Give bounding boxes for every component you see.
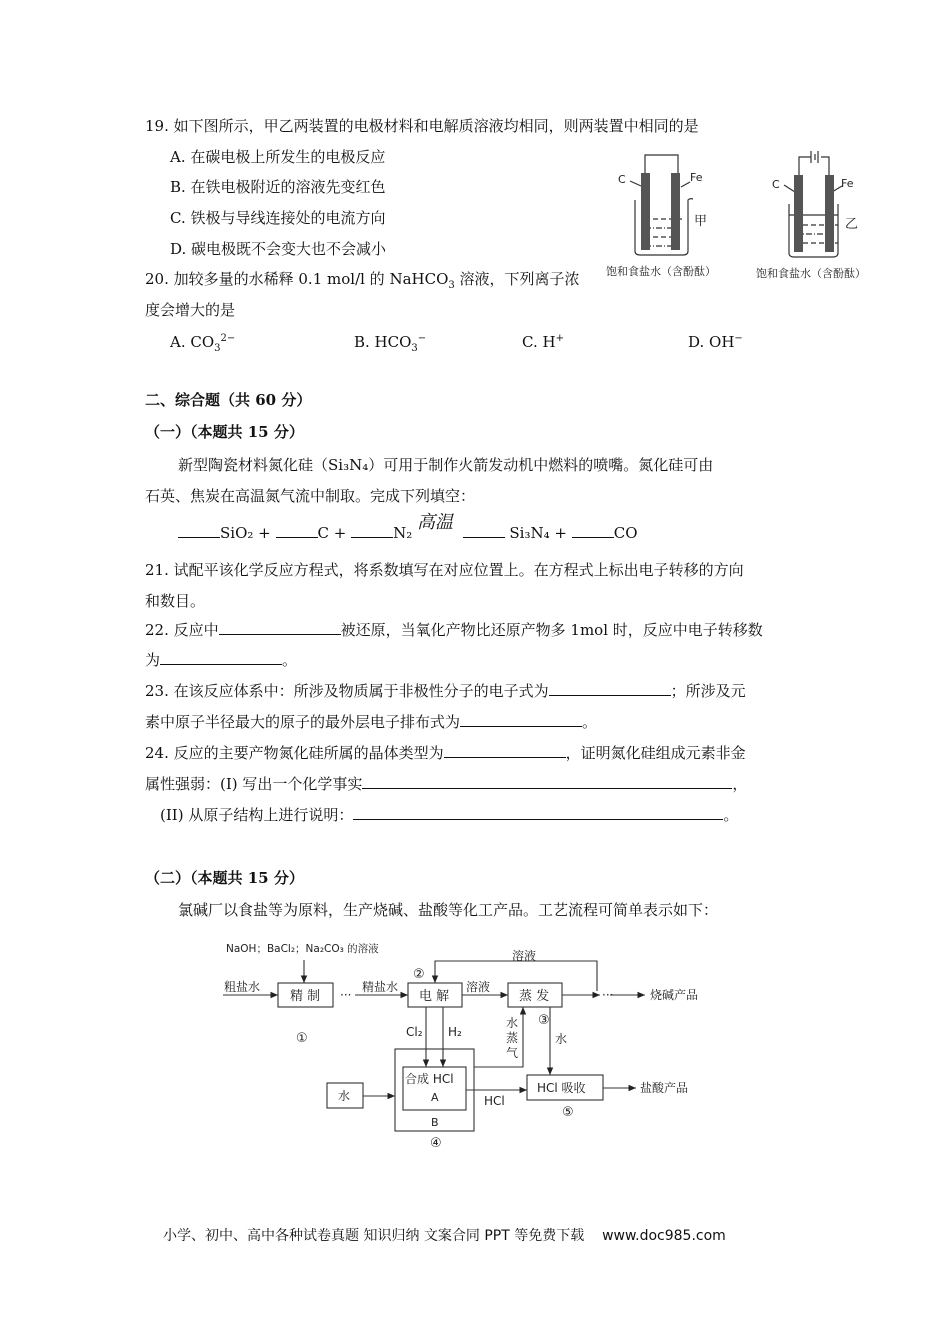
carbon-electrode-yi xyxy=(794,175,803,252)
text: 被还原，当氧化产物比还原产物多 1mol 时，反应中电子转移数 xyxy=(340,621,763,639)
reaction-condition: 高温 xyxy=(417,512,454,533)
label-fe: Fe xyxy=(690,171,703,184)
sup: − xyxy=(417,333,427,344)
label-a: A xyxy=(431,1091,439,1104)
synthesis-box-a xyxy=(403,1067,466,1110)
q19-option-a: A. 在碳电极上所发生的电极反应 xyxy=(170,148,386,166)
step-3: ③ xyxy=(538,1013,550,1028)
eq-term: N₂ xyxy=(393,524,413,542)
label-c: C xyxy=(772,178,780,191)
water-box xyxy=(327,1083,363,1108)
answer-blank[interactable] xyxy=(219,620,341,635)
synthesis-label: 合成 HCl xyxy=(405,1072,454,1086)
iron-electrode-yi xyxy=(825,175,834,252)
footer-text: 小学、初中、高中各种试卷真题 知识归纳 文案合同 PPT 等免费下载 xyxy=(163,1228,585,1244)
blank[interactable] xyxy=(351,523,393,538)
steam-label-3: 气 xyxy=(506,1046,519,1060)
electrolysis-box xyxy=(408,983,462,1007)
part2-para: 氯碱厂以食盐等为原料，生产烧碱、盐酸等化工产品。工艺流程可简单表示如下： xyxy=(178,901,719,919)
crude-brine-label: 粗盐水 xyxy=(224,980,261,994)
q19-option-c: C. 铁极与导线连接处的电流方向 xyxy=(170,209,386,227)
solution-return-label: 溶液 xyxy=(512,949,537,963)
part2-title: （二）（本题共 15 分） xyxy=(145,869,304,887)
caption-yi: 饱和食盐水（含酚酞） xyxy=(756,267,866,280)
label-b: B xyxy=(431,1116,439,1129)
steam-label-2: 蒸 xyxy=(506,1031,519,1045)
q20-stem-b: 溶液，下列离子浓 xyxy=(454,270,580,288)
q22 xyxy=(145,620,763,640)
eq-term: CO xyxy=(613,524,638,542)
step-2: ② xyxy=(413,967,425,982)
text: 为 xyxy=(145,651,161,669)
label: B. HCO xyxy=(354,333,412,351)
sub: 3 xyxy=(411,343,418,354)
label: C. H xyxy=(522,333,556,351)
q24-line2 xyxy=(145,774,747,794)
sup: 2− xyxy=(220,333,236,344)
text: 。 xyxy=(723,806,739,824)
q21-line2: 和数目。 xyxy=(145,592,206,610)
q20-stem-line2: 度会增大的是 xyxy=(145,301,236,319)
label-yi: 乙 xyxy=(845,217,859,232)
q24 xyxy=(145,743,746,763)
carbon-electrode-jia xyxy=(641,173,650,250)
caption-jia: 饱和食盐水（含酚酞） xyxy=(606,265,716,278)
refine-label: 精 制 xyxy=(290,989,321,1004)
label-fe: Fe xyxy=(841,177,854,190)
answer-blank[interactable] xyxy=(460,712,582,727)
blank[interactable] xyxy=(178,523,220,538)
q24-line3 xyxy=(160,805,738,825)
label-jia: 甲 xyxy=(694,214,708,229)
q20-stem xyxy=(145,269,580,296)
absorption-label: HCl 吸收 xyxy=(537,1081,586,1095)
step-5: ⑤ xyxy=(562,1105,574,1120)
part1-title: （一）（本题共 15 分） xyxy=(145,423,304,441)
reagents-label: NaOH；BaCl₂；Na₂CO₃ 的溶液 xyxy=(226,943,379,955)
q21-line1: 21. 试配平该化学反应方程式，将系数填写在对应位置上。在方程式上标出电子转移的方向 xyxy=(145,561,744,579)
hcl-label: HCl xyxy=(484,1094,505,1108)
answer-blank[interactable] xyxy=(353,805,723,820)
text: ，证明氮化硅组成元素非金 xyxy=(565,744,746,762)
step-1: ① xyxy=(296,1031,308,1046)
q20-option-d xyxy=(688,329,743,352)
water-box-label: 水 xyxy=(338,1089,351,1103)
label: D. OH xyxy=(688,333,735,351)
caustic-soda-product-label: 烧碱产品 xyxy=(650,988,699,1002)
box-b xyxy=(395,1049,474,1131)
answer-blank[interactable] xyxy=(444,743,566,758)
text: 24. 反应的主要产物氮化硅所属的晶体类型为 xyxy=(145,744,444,762)
text: 属性强弱：(I) 写出一个化学事实 xyxy=(145,775,363,793)
equation xyxy=(178,512,638,543)
q20-option-a xyxy=(170,329,235,359)
text: 素中原子半径最大的原子的最外层电子排布式为 xyxy=(145,713,461,731)
sub: 3 xyxy=(214,343,221,354)
pure-brine-label: 精盐水 xyxy=(362,980,399,994)
text: ；所涉及元 xyxy=(670,682,746,700)
dots: ··· xyxy=(340,988,352,1002)
hydrochloric-acid-product-label: 盐酸产品 xyxy=(640,1081,689,1095)
answer-blank[interactable] xyxy=(549,681,671,696)
q20-stem-a: 20. 加较多量的水稀释 0.1 mol/l 的 NaHCO xyxy=(145,270,449,288)
q19-option-d: D. 碳电极既不会变大也不会减小 xyxy=(170,240,387,258)
hcl-absorption-box xyxy=(527,1075,603,1100)
answer-blank[interactable] xyxy=(362,774,732,789)
electrolysis-label: 电 解 xyxy=(419,989,450,1004)
steam-label-1: 水 xyxy=(506,1016,519,1030)
iron-electrode-jia xyxy=(671,173,680,250)
q20-option-c xyxy=(522,329,564,352)
sup: − xyxy=(734,333,743,344)
text: ， xyxy=(732,775,748,793)
section-title: 二、综合题（共 60 分） xyxy=(145,391,312,409)
text: 。 xyxy=(282,651,298,669)
refine-box xyxy=(278,983,333,1007)
h2-label: H₂ xyxy=(448,1025,462,1039)
water-label: 水 xyxy=(555,1032,568,1046)
part1-para1: 新型陶瓷材料氮化硅（Si₃N₄）可用于制作火箭发动机中燃料的喷嘴。氮化硅可由 xyxy=(178,456,714,474)
blank[interactable] xyxy=(572,523,614,538)
sup: + xyxy=(555,333,564,344)
solution-label: 溶液 xyxy=(466,980,491,994)
cl2-label: Cl₂ xyxy=(406,1025,423,1039)
label-c: C xyxy=(618,173,626,186)
text: 23. 在该反应体系中：所涉及物质属于非极性分子的电子式为 xyxy=(145,682,549,700)
q22-line2 xyxy=(145,650,297,670)
text: (II) 从原子结构上进行说明： xyxy=(160,806,354,824)
text: 22. 反应中 xyxy=(145,621,219,639)
step-4: ④ xyxy=(430,1136,442,1151)
text: 。 xyxy=(582,713,598,731)
label: A. CO xyxy=(170,333,215,351)
dots: ··· xyxy=(602,988,614,1002)
blank[interactable] xyxy=(463,523,505,538)
eq-term: SiO₂ + xyxy=(220,524,271,542)
q19-option-b: B. 在铁电极附近的溶液先变红色 xyxy=(170,178,386,196)
q23-line2 xyxy=(145,712,597,732)
part1-para2: 石英、焦炭在高温氮气流中制取。完成下列填空： xyxy=(145,487,476,505)
footer-site-link[interactable]: www.doc985.com xyxy=(602,1228,726,1244)
eq-term: C + xyxy=(317,524,347,542)
evaporation-box xyxy=(508,983,562,1007)
answer-blank[interactable] xyxy=(160,650,282,665)
footer xyxy=(163,1226,726,1246)
q20-stem-sub: 3 xyxy=(448,280,455,291)
q20-option-b xyxy=(354,329,426,359)
eq-term: Si₃N₄ + xyxy=(509,524,567,542)
evaporation-label: 蒸 发 xyxy=(519,989,550,1004)
blank[interactable] xyxy=(276,523,318,538)
q19-stem: 19. 如下图所示，甲乙两装置的电极材料和电解质溶液均相同，则两装置中相同的是 xyxy=(145,117,699,135)
q23 xyxy=(145,681,746,701)
